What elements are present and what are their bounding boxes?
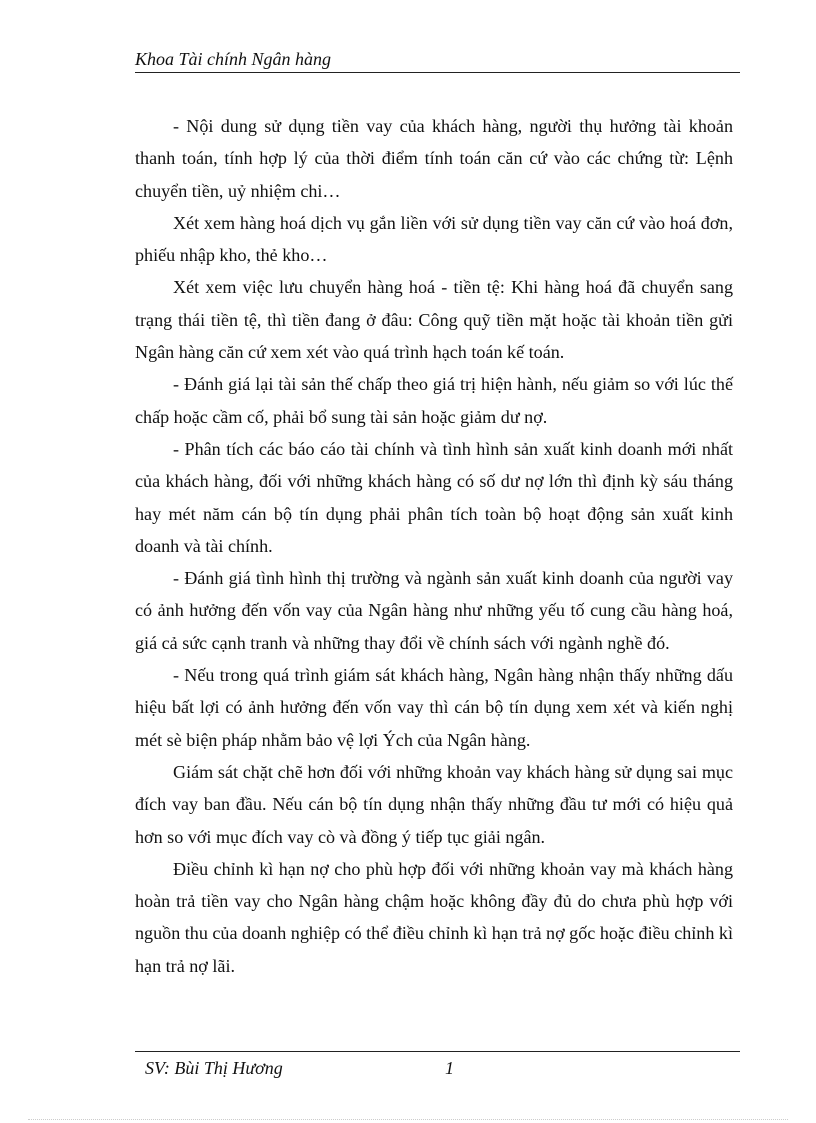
paragraph: Xét xem việc lưu chuyển hàng hoá - tiền tệ: Khi hàng hoá đã chuyển sang trạng thái tiền tệ, thì tiền đang ở đâu: Công quỹ tiền mặt hoặc tài khoản tiền gửi Ngân hàng căn cứ xem xét vào quá trình hạch toán kế toán. <box>135 277 733 363</box>
header-title: Khoa Tài chính Ngân hàng <box>135 49 332 69</box>
page-footer <box>135 1051 740 1082</box>
paragraph: Xét xem hàng hoá dịch vụ gắn liền với sử dụng tiền vay căn cứ vào hoá đơn, phiếu nhập kho, thẻ kho… <box>135 212 733 266</box>
document-body <box>135 110 733 982</box>
paragraph: - Đánh giá tình hình thị trường và ngành sản xuất kinh doanh của người vay có ảnh hưởng đến vốn vay của Ngân hàng như những yếu tố cung cầu hàng hoá, giá cả sức cạnh tranh và những thay đổi về chính sách với ngành nghề đó. <box>135 568 733 653</box>
page-header <box>135 48 740 73</box>
footer-author: SV: Bùi Thị Hương <box>145 1058 283 1078</box>
page-number: 1 <box>445 1058 454 1078</box>
page-bottom-divider <box>28 1119 788 1120</box>
paragraph: - Nội dung sử dụng tiền vay của khách hàng, người thụ hưởng tài khoản thanh toán, tính hợp lý của thời điểm tính toán căn cứ vào các chứng từ: Lệnh chuyển tiền, uỷ nhiệm chi… <box>135 116 733 201</box>
paragraph: Điều chỉnh kì hạn nợ cho phù hợp đối với những khoản vay mà khách hàng hoàn trả tiền vay cho Ngân hàng chậm hoặc không đầy đủ do chưa phù hợp với nguồn thu của doanh nghiệp có thể điều chỉnh kì hạn trả nợ gốc hoặc điều chỉnh kì hạn trả nợ lãi. <box>135 858 733 976</box>
paragraph: - Phân tích các báo cáo tài chính và tình hình sản xuất kinh doanh mới nhất của khách hàng, đối với những khách hàng có số dư nợ lớn thì định kỳ sáu tháng hay mét năm cán bộ tín dụng phải phân tích toàn bộ hoạt động sản xuất kinh doanh và tài chính. <box>135 438 733 556</box>
paragraph: - Nếu trong quá trình giám sát khách hàng, Ngân hàng nhận thấy những dấu hiệu bất lợi có ảnh hưởng đến vốn vay thì cán bộ tín dụng xem xét và kiến nghị mét sè biện pháp nhằm bảo vệ lợi Ých của Ngân hàng. <box>135 665 733 750</box>
paragraph: - Đánh giá lại tài sản thế chấp theo giá trị hiện hành, nếu giảm so với lúc thế chấp hoặc cầm cố, phải bổ sung tài sản hoặc giảm dư nợ. <box>135 374 733 427</box>
paragraph: Giám sát chặt chẽ hơn đối với những khoản vay khách hàng sử dụng sai mục đích vay ban đầu. Nếu cán bộ tín dụng nhận thấy những đầu tư mới có hiệu quả hơn so với mục đích vay cò và đồng ý tiếp tục giải ngân. <box>135 761 733 847</box>
